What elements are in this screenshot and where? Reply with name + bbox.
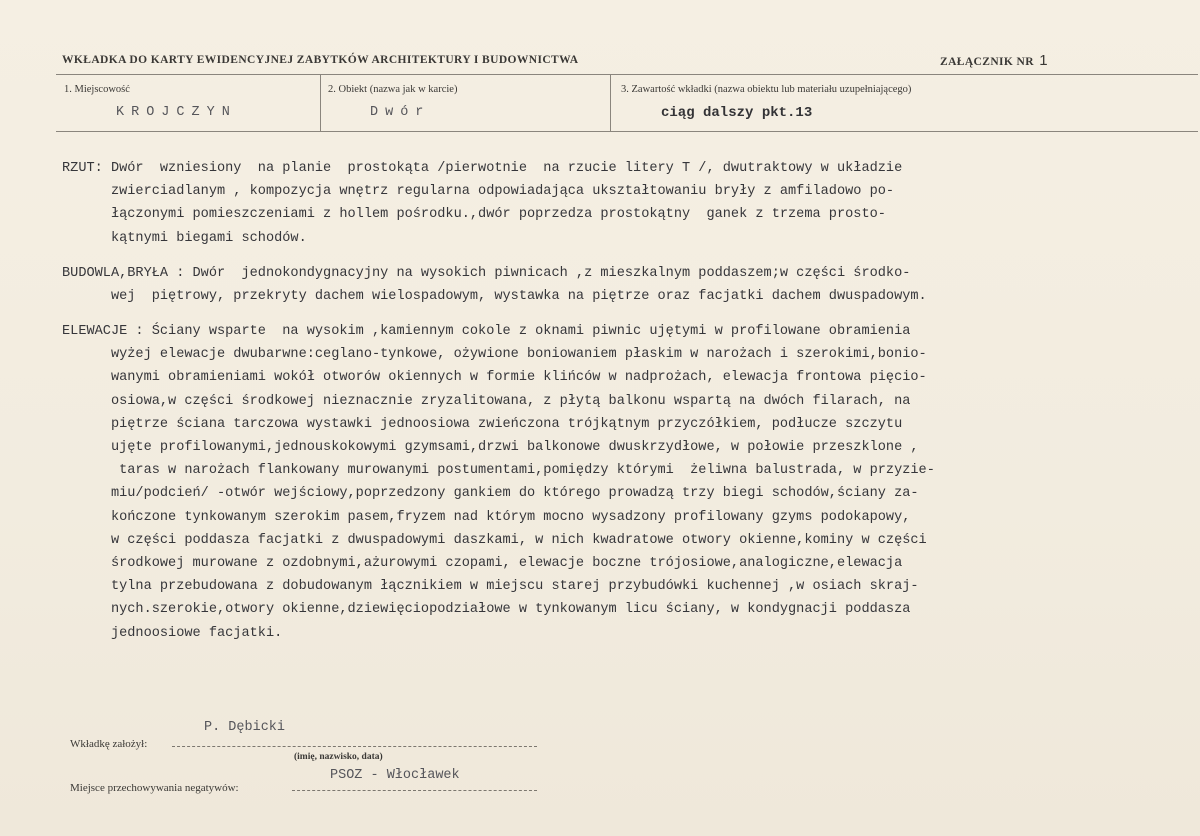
column-divider-1	[320, 74, 321, 131]
elewacje-line: ujęte profilowanymi,jednouskokowymi gzymsami,drzwi balkonowe dwuskrzydłowe, w połowie przeszklone ,	[62, 440, 919, 456]
field-label-place: 1. Miejscowość	[64, 84, 130, 95]
elewacje-line: ELEWACJE : Ściany wsparte na wysokim ,kamiennym cokole z oknami piwnic ujętymi w profilowane obramienia	[62, 324, 911, 339]
budowla-line: wej piętrowy, przekryty dachem wielospadowym, wystawka na piętrze oraz facjatki dachem dwuspadowym.	[62, 289, 927, 305]
author-dotted-line	[172, 746, 537, 747]
section-elewacje	[62, 320, 935, 645]
field-value-object: Dwór	[370, 105, 431, 120]
elewacje-line: środkowej murowane z ozdobnymi,ażurowymi czopami, elewacje boczne trójosiowe,analogiczne,elewacja	[62, 556, 903, 572]
rzut-line: zwierciadlanym , kompozycja wnętrz regularna odpowiadająca ukształtowaniu bryły z amfiladowo po-	[62, 184, 895, 200]
annex-label	[940, 52, 1048, 69]
field-value-contents: ciąg dalszy pkt.13	[661, 105, 813, 121]
header-top-rule	[56, 74, 1198, 75]
column-divider-2	[610, 74, 611, 131]
rzut-line: łączonymi pomieszczeniami z hollem pośrodku.,dwór poprzedza prostokątny ganek z trzema prosto-	[62, 207, 886, 223]
rzut-line: RZUT: Dwór wzniesiony na planie prostokąta /pierwotnie na rzucie litery T /, dwutraktowy w układzie	[62, 161, 903, 176]
elewacje-line: miu/podcień/ -otwór wejściowy,poprzedzony gankiem do którego prowadzą trzy biegi schodów,ściany za-	[62, 486, 919, 502]
card-title: WKŁADKA DO KARTY EWIDENCYJNEJ ZABYTKÓW ARCHITEKTURY I BUDOWNICTWA	[62, 54, 579, 66]
elewacje-line: wyżej elewacje dwubarwne:ceglano-tynkowe, ożywione boniowaniem płaskim w narożach i szerokimi,bonio-	[62, 347, 927, 363]
header-bottom-rule	[56, 131, 1198, 132]
section-rzut	[62, 157, 902, 250]
elewacje-line: osiowa,w części środkowej nieznacznie zryzalitowana, z płytą balkonu wspartą na dwóch filarach, na	[62, 393, 911, 409]
storage-dotted-line	[292, 790, 537, 791]
section-budowla-bryla	[62, 262, 927, 308]
author-label: Wkładkę założył:	[70, 738, 148, 750]
elewacje-line: w części poddasza facjatki z dwuspadowymi daszkami, w nich kwadratowe otwory okienne,kominy w części	[62, 532, 927, 548]
author-value: P. Dębicki	[204, 720, 286, 735]
storage-label: Miejsce przechowywania negatywów:	[70, 782, 239, 794]
elewacje-line: jednoosiowe facjatki.	[62, 625, 283, 641]
elewacje-line: nych.szerokie,otwory okienne,dziewięciopodziałowe w tynkowanym licu ściany, w kondygnacji poddasza	[62, 602, 911, 618]
field-label-object: 2. Obiekt (nazwa jak w karcie)	[328, 84, 458, 95]
annex-label-text: ZAŁĄCZNIK NR	[940, 56, 1034, 68]
field-label-contents: 3. Zawartość wkładki (nazwa obiektu lub materiału uzupełniającego)	[621, 84, 912, 95]
elewacje-line: wanymi obramieniami wokół otworów okiennych w formie klińców w nadprożach, elewacja frontowa pięcio-	[62, 370, 927, 386]
elewacje-line: taras w narożach flankowany murowanymi postumentami,pomiędzy którymi żeliwna balustrada, w przyzie-	[62, 463, 935, 479]
budowla-line: BUDOWLA,BRYŁA : Dwór jednokondygnacyjny na wysokich piwnicach ,z mieszkalnym poddaszem;w części środko-	[62, 266, 911, 281]
elewacje-line: kończone tynkowanym szerokim pasem,fryzem nad którym mocno wysadzony profilowany gzyms podokapowy,	[62, 509, 911, 525]
elewacje-line: tylna przebudowana z dobudowanym łącznikiem w miejscu starej przybudówki kuchennej ,w osiach skraj-	[62, 579, 919, 595]
storage-value: PSOZ - Włocławek	[330, 768, 460, 783]
rzut-line: kątnymi biegami schodów.	[62, 230, 307, 246]
annex-number: 1	[1039, 52, 1048, 69]
author-note: (imię, nazwisko, data)	[294, 752, 383, 762]
elewacje-line: piętrze ściana tarczowa wystawki jednoosiowa zwieńczona trójkątnym przyczółkiem, podłucze szczytu	[62, 416, 903, 432]
field-value-place: KROJCZYN	[116, 105, 237, 120]
